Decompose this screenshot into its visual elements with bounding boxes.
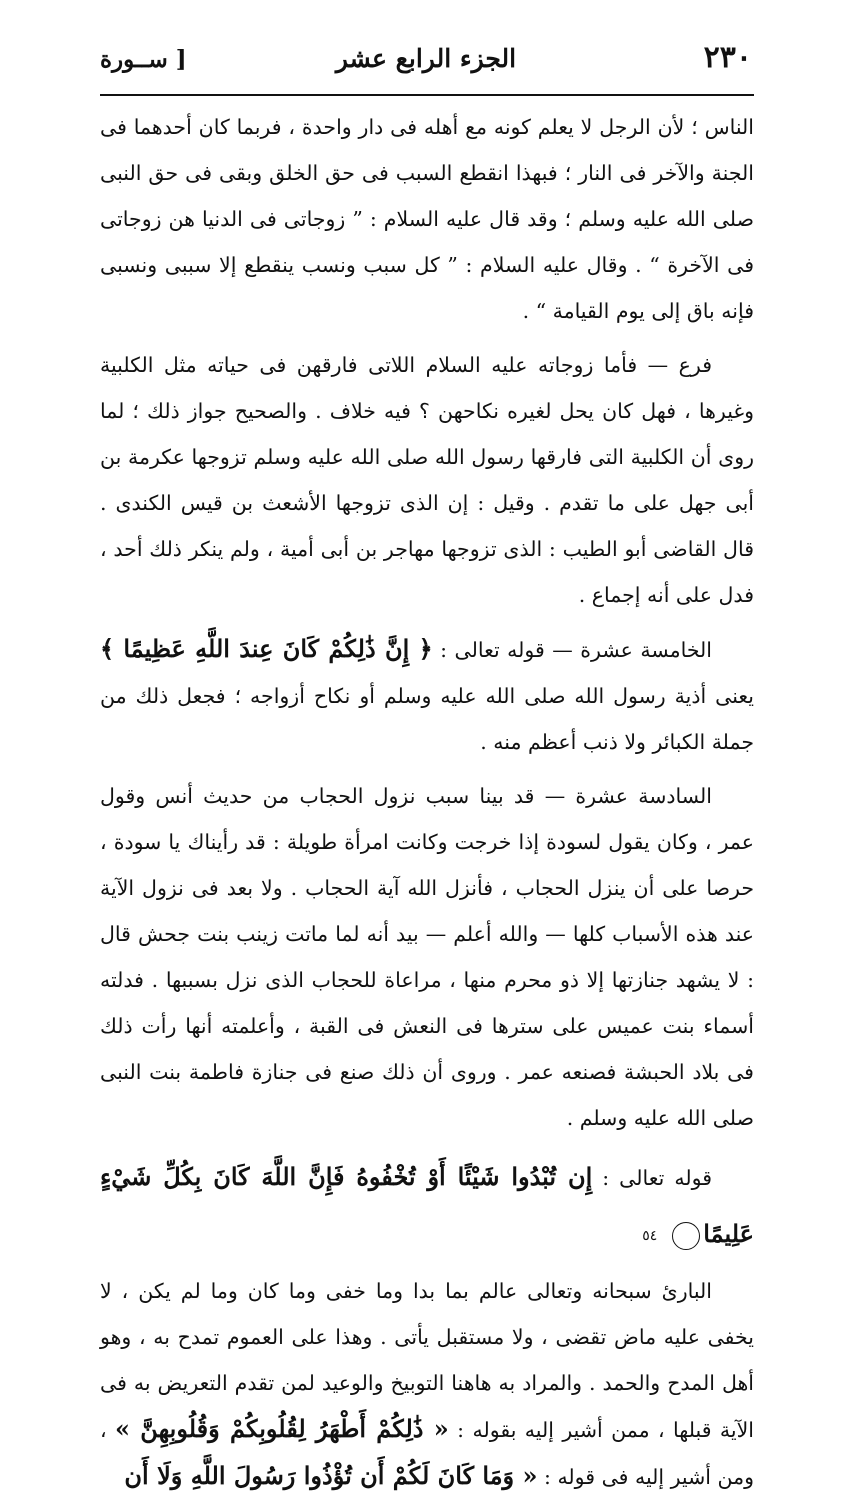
paragraph-sixteenth: السادسة عشرة — قد بينا سبب نزول الحجاب من حديث أنس وقول عمر ، وكان يقول لسودة إذا خرجت وكانت امرأة طويلة : قد رأيناك يا سودة ، حرصا على أن ينزل الحجاب ، فأنزل الله آية الحجاب . ولا بعد فى نزول الآية عند هذه الأسباب كلها — والله أعلم — بيد أنه لما ماتت زينب بنت جحش قال : لا يشهد جنازتها إلا ذو محرم منها ، مراعاة للحجاب الذى نزل بسببها . فدلته أسماء بنت عميس على سترها فى النعش فى القبة ، وأعلمته أنها رأت ذلك فى بلاد الحبشة فصنعه عمر . وروى أن ذلك صنع فى جنازة فاطمة بنت النبى صلى الله عليه وسلم . (100, 784, 754, 1130)
commentary-text: البارئ سبحانه وتعالى عالم بما بدا وما خفى وما كان وما لم يكن ، لا يخفى عليه ماض تقضى ، ولا مستقبل يأتى . وهذا على العموم تمدح به ، وهو أهل المدح والحمد . والمراد به هاهنا التوبيخ والوعيد لمن تقدم التعريض به فى الآية قبلها ، ممن أشير إليه بقوله : (100, 1279, 754, 1442)
ayah-number-marker: ٥٤ (672, 1222, 700, 1250)
paragraph-1: الناس ؛ لأن الرجل لا يعلم كونه مع أهله فى دار واحدة ، فربما كان أحدهما فى الجنة والآخر فى النار ؛ فبهذا انقطع السبب فى حق الخلق وبقى فى حق النبى صلى الله عليه وسلم ؛ وقد قال عليه السلام : ” زوجاتى فى الدنيا هن زوجاتى فى الآخرة “ . وقال عليه السلام : ” كل سبب ونسب ينقطع إلا سببى ونسبى فإنه باق إلى يوم القيامة “ . (100, 115, 754, 323)
quran-quote-2: « ذَٰلِكُمْ أَطْهَرُ لِقُلُوبِكُمْ وَقُلُوبِهِنَّ » (115, 1414, 449, 1443)
running-title: الجزء الرابع عشر (335, 44, 517, 73)
page-body (100, 104, 754, 1508)
paragraph-far: فرع — فأما زوجاته عليه السلام اللاتى فارقهن فى حياته مثل الكلبية وغيرها ، فهل كان يحل لغيره نكاحهن ؟ فيه خلاف . والصحيح جواز ذلك ؛ لما روى أن الكلبية التى فارقها رسول الله صلى الله عليه وسلم تزوجها عكرمة بن أبى جهل على ما تقدم . وقيل : إن الذى تزوجها الأشعث بن قيس الكندى . قال القاضى أبو الطيب : الذى تزوجها مهاجر بن أبى أمية ، ولم ينكر ذلك أحد ، فدل على أنه إجماع . (100, 353, 755, 607)
header-rule (100, 94, 754, 96)
verse-intro: قوله تعالى : (592, 1166, 712, 1190)
paragraph-fifteenth-rest: يعنى أذية رسول الله صلى الله عليه وسلم أو نكاح أزواجه ؛ فجعل ذلك من جملة الكبائر ولا ذنب أعظم منه . (100, 684, 754, 754)
paragraph-fifteenth-intro: الخامسة عشرة — قوله تعالى : (432, 638, 713, 662)
quran-quote: ﴿ إِنَّ ذَٰلِكُمْ كَانَ عِندَ اللَّهِ عَظِيمًا ﴾ (100, 634, 433, 663)
verse-text: إِن تُبْدُوا شَيْئًا أَوْ تُخْفُوهُ فَإِنَّ اللَّهَ كَانَ بِكُلِّ شَيْءٍ عَلِيمًا (100, 1162, 754, 1248)
paragraph-commentary (100, 1268, 754, 1500)
page-header (100, 40, 752, 96)
quran-quote-3: « وَمَا كَانَ لَكُمْ أَن تُؤْذُوا رَسُولَ اللَّهِ وَلَا أَن (124, 1461, 538, 1490)
page-number: ٢٣٠ (703, 40, 752, 75)
paragraph-fifteenth (100, 626, 754, 765)
verse-line (100, 1149, 754, 1262)
commentary-middle: ، ومن أشير إليه فى قوله : (100, 1418, 754, 1489)
surah-label: [ ســورة (100, 46, 187, 73)
